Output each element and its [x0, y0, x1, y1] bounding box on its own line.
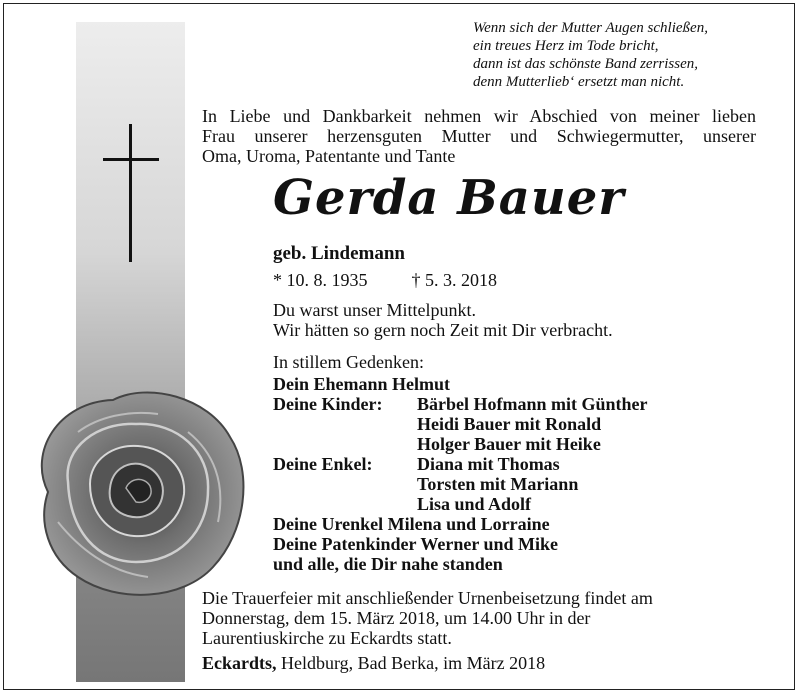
children-row	[273, 394, 648, 414]
child: Holger Bauer mit Heike	[417, 434, 601, 454]
grandchildren-row	[273, 494, 648, 514]
rose-image	[18, 372, 254, 608]
grandchildren-label: Deine Enkel:	[273, 454, 373, 474]
godchildren: Deine Patenkinder Werner und Mike	[273, 534, 559, 554]
intro-line: In Liebe und Dankbarkeit nehmen wir Abschied von meiner lieben	[202, 106, 756, 126]
children-row	[273, 434, 648, 454]
life-dates	[273, 270, 497, 291]
poem	[473, 19, 753, 91]
quote-line: Du warst unser Mittelpunkt.	[273, 300, 476, 320]
funeral-line: Laurentiuskirche zu Eckardts statt.	[202, 628, 452, 648]
funeral-line: Die Trauerfeier mit anschließender Urnenbeisetzung findet am	[202, 588, 653, 608]
funeral-info	[202, 588, 653, 648]
place-date	[202, 653, 545, 674]
child: Bärbel Hofmann mit Günther	[417, 394, 648, 414]
poem-line: dann ist das schönste Band zerrissen,	[473, 56, 698, 72]
quote-line: Wir hätten so gern noch Zeit mit Dir verbracht.	[273, 320, 613, 340]
deceased-name: Gerda Bauer	[273, 170, 625, 226]
family-list	[273, 374, 648, 574]
intro-line: Oma, Uroma, Patentante und Tante	[202, 146, 456, 166]
memory-heading: In stillem Gedenken:	[273, 352, 424, 372]
children-label: Deine Kinder:	[273, 394, 383, 414]
spacer	[273, 494, 417, 514]
birth-date: * 10. 8. 1935	[273, 270, 368, 290]
place-town: Eckardts,	[202, 653, 277, 673]
others: und alle, die Dir nahe standen	[273, 554, 503, 574]
maiden-name: geb. Lindemann	[273, 243, 405, 264]
death-date: † 5. 3. 2018	[411, 270, 497, 290]
children-row	[273, 414, 648, 434]
cross-icon	[103, 124, 159, 262]
grandchildren-row	[273, 474, 648, 494]
spacer	[273, 414, 417, 434]
grandchild: Diana mit Thomas	[417, 454, 560, 474]
intro-text	[202, 106, 756, 166]
grandchild: Torsten mit Mariann	[417, 474, 579, 494]
place-rest: Heldburg, Bad Berka, im März 2018	[276, 653, 546, 673]
funeral-line: Donnerstag, dem 15. März 2018, um 14.00 Uhr in der	[202, 608, 591, 628]
poem-line: Wenn sich der Mutter Augen schließen,	[473, 20, 708, 36]
quote	[273, 300, 613, 340]
spacer	[273, 434, 417, 454]
spacer	[273, 474, 417, 494]
child: Heidi Bauer mit Ronald	[417, 414, 602, 434]
grandchildren-row	[273, 454, 648, 474]
intro-line: Frau unserer herzensguten Mutter und Schwiegermutter, unserer	[202, 126, 756, 146]
poem-line: ein treues Herz im Tode bricht,	[473, 38, 659, 54]
great-grandchildren: Deine Urenkel Milena und Lorraine	[273, 514, 550, 534]
poem-line: denn Mutterlieb‘ ersetzt man nicht.	[473, 74, 685, 90]
husband: Dein Ehemann Helmut	[273, 374, 451, 394]
grandchild: Lisa und Adolf	[417, 494, 532, 514]
